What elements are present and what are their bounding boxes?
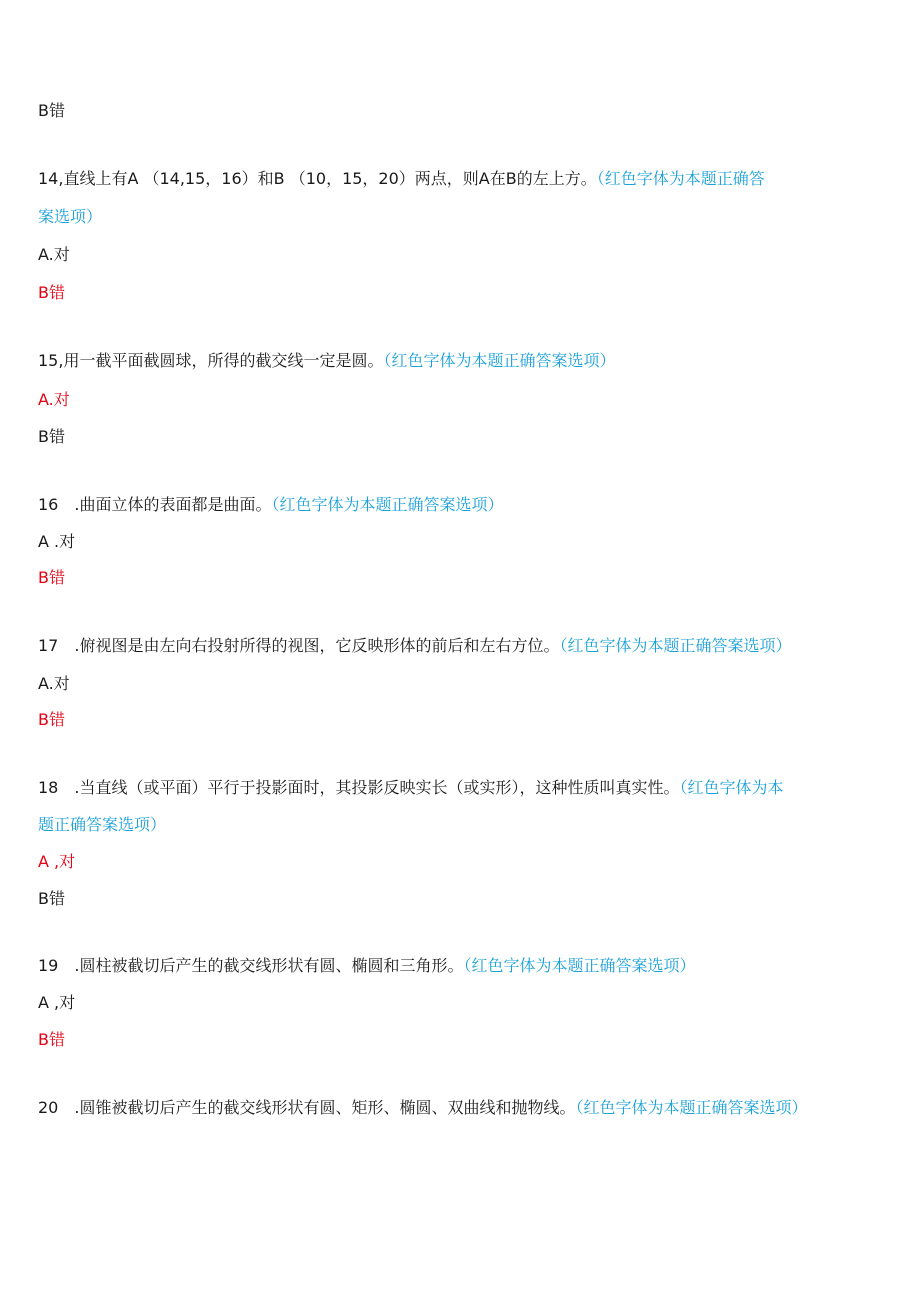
q18-hint-part1: （红色字体为本 [679,778,784,797]
q17-stem-line [38,635,791,657]
q19-stem-line [38,955,695,977]
q14-hint-part1: （红色字体为本题正确答 [596,169,765,188]
q16-option-a: A .对 [38,532,76,551]
q16-stem-line [38,494,503,516]
q15-option-a: A.对 [38,390,70,409]
q14-stem-line [38,168,765,190]
q20-stem: 20 .圆锥被截切后产生的截交线形状有圆、矩形、椭圆、双曲线和抛物线。 [38,1098,576,1117]
q17-option-b: B错 [38,710,65,729]
q13-option-b: B错 [38,101,65,120]
q14-hint-part2: 案选项） [38,207,103,226]
q20-stem-line [38,1097,807,1119]
q19-option-a: A ,对 [38,993,76,1012]
q15-stem-line [38,350,615,372]
q16-hint: （红色字体为本题正确答案选项） [271,495,504,514]
q17-stem: 17 .俯视图是由左向右投射所得的视图，它反映形体的前后和左右方位。 [38,636,560,655]
q14-option-b: B错 [38,283,65,302]
q15-option-b: B错 [38,427,65,446]
q19-stem: 19 .圆柱被截切后产生的截交线形状有圆、椭圆和三角形。 [38,956,464,975]
q17-hint: （红色字体为本题正确答案选项） [559,636,792,655]
q17-option-a: A.对 [38,674,70,693]
q19-hint: （红色字体为本题正确答案选项） [463,956,696,975]
q14-option-a: A.对 [38,245,70,264]
q18-stem-line [38,777,783,799]
q18-stem: 18 .当直线（或平面）平行于投影面时，其投影反映实长（或实形），这种性质叫真实性。 [38,778,680,797]
q18-option-a: A ,对 [38,852,76,871]
q19-option-b: B错 [38,1030,65,1049]
q18-option-b: B错 [38,889,65,908]
q16-stem: 16 .曲面立体的表面都是曲面。 [38,495,272,514]
q20-hint: （红色字体为本题正确答案选项） [575,1098,808,1117]
q16-option-b: B错 [38,568,65,587]
q15-stem: 15,用一截平面截圆球，所得的截交线一定是圆。 [38,351,384,370]
q14-stem: 14,直线上有A （14,15，16）和B （10，15，20）两点，则A在B的左上方。 [38,169,597,188]
q15-hint: （红色字体为本题正确答案选项） [383,351,616,370]
q18-hint-part2: 题正确答案选项） [38,815,167,834]
